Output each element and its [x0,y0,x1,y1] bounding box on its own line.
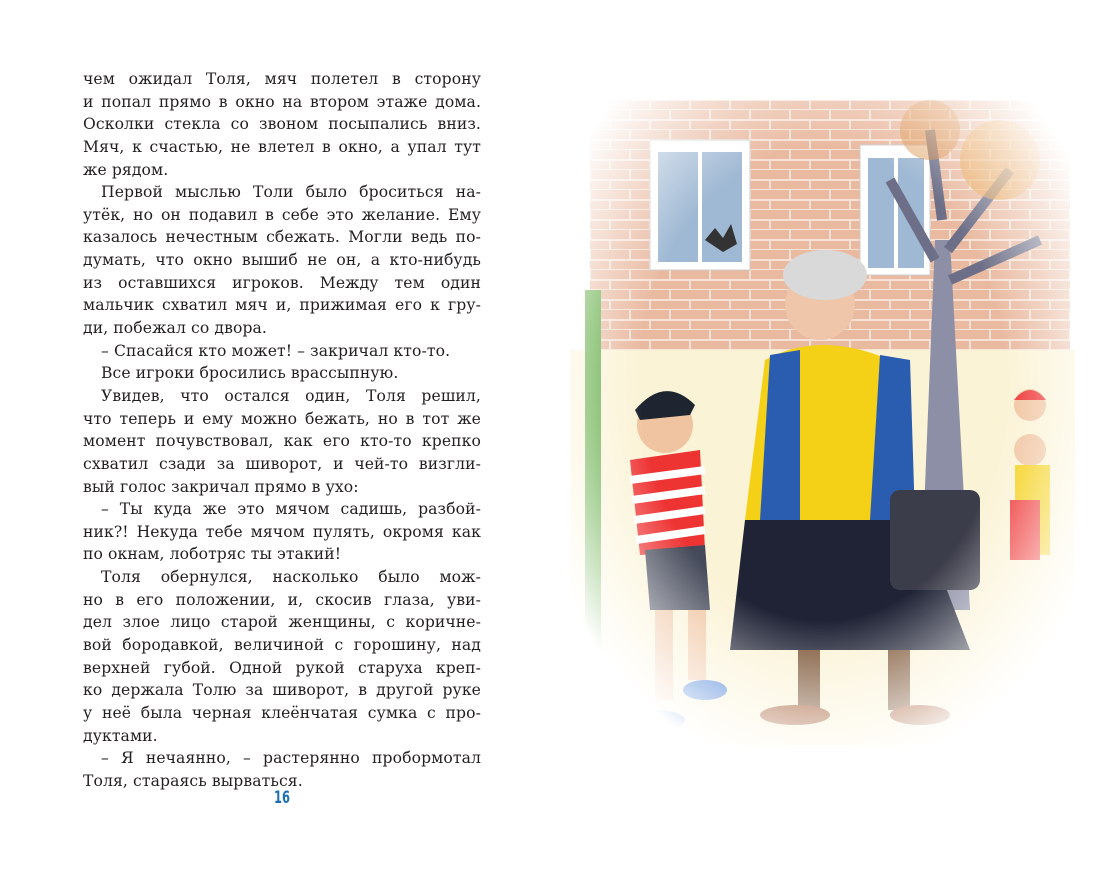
text-line: дуктами. [83,726,158,745]
text-line: Мяч, к счастью, не влетел в окно, а упал тут [83,137,481,156]
text-line: ко держала Толю за шиворот, в другой руке [83,681,481,700]
text-line: момент почувствовал, как его кто-то крепко [83,432,481,451]
text-line: Осколки стекла со звоном посыпались вниз. [83,115,481,134]
text-line: Толя, стараясь вырваться. [83,771,303,790]
text-line: вой бородавкой, величиной с горошину, над [83,636,481,655]
text-line: у неё была черная клеёнчатая сумка с про- [83,703,481,722]
text-line: – Я нечаянно, – растерянно пробормотал [101,749,481,768]
text-line: ди, побежал со двора. [83,319,267,338]
text-line: дел злое лицо старой женщины, с коричне- [83,613,481,632]
page-number: 16 [274,788,290,808]
text-line: из оставшихся игроков. Между тем один [83,273,481,292]
text-line: что теперь и ему можно бежать, но в тот же [83,409,481,428]
text-line: Толя обернулся, насколько было мож- [101,568,481,587]
text-line: по окнам, лоботряс ты этакий! [83,545,342,564]
text-line: – Спасайся кто может! – закричал кто-то. [101,341,451,360]
text-line: – Ты куда же это мячом садишь, разбой- [101,500,481,519]
text-line: же рядом. [83,160,169,179]
illustration-old-woman-holding-boy [570,90,1075,745]
body-text [83,68,481,793]
text-line: схватил сзади за шиворот, и чей-то визгли- [83,454,481,473]
text-line: мальчик схватил мяч и, прижимая его к гру- [83,296,481,315]
text-line: Увидев, что остался один, Толя решил, [101,386,481,405]
text-line: утёк, но он подавил в себе это желание. Ему [83,205,481,224]
text-line: думать, что окно вышиб не он, а кто-нибудь [83,251,481,270]
text-line: верхней губой. Одной рукой старуха креп- [83,658,481,677]
text-line: казалось нечестным сбежать. Могли ведь по- [83,228,481,247]
text-line: и попал прямо в окно на втором этаже дома. [83,92,481,111]
text-line: Все игроки бросились врассыпную. [101,364,399,383]
text-line: ник?! Некуда тебе мячом пулять, окромя как [83,522,481,541]
text-line: но в его положении, и, скосив глаза, уви- [83,590,481,609]
text-line: вый голос закричал прямо в ухо: [83,477,359,496]
text-line: чем ожидал Толя, мяч полетел в сторону [83,70,481,88]
text-line: Первой мыслью Толи было броситься на- [101,183,481,202]
